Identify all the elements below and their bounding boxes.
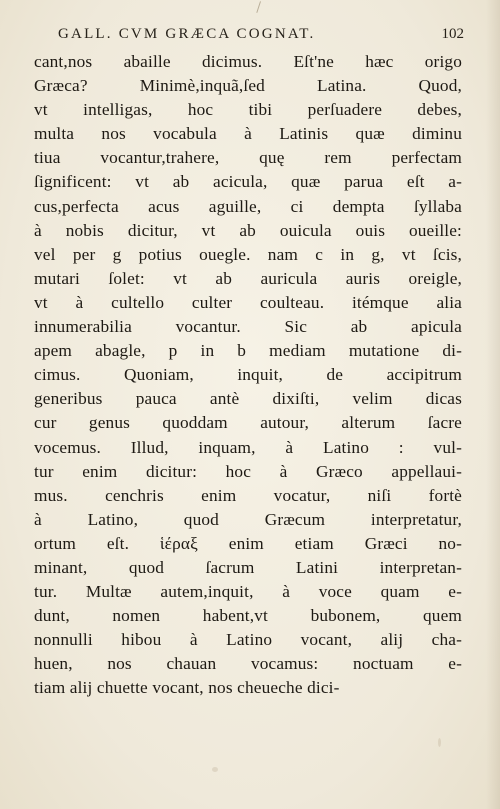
text-line: mutari ſolet: vt ab auricula auris oreigle, <box>34 268 462 288</box>
text-line: cant,nos abaille dicimus. Eſt'ne hæc origo <box>34 52 462 71</box>
text-line: minant, quod ſacrum Latini interpretan- <box>34 557 462 577</box>
text-line: vt à cultello culter coulteau. itémque alia <box>34 292 462 312</box>
top-margin-mark <box>256 1 266 15</box>
body-text <box>34 50 462 701</box>
text-line: apem abagle, p in b mediam mutatione di- <box>34 341 462 361</box>
text-line: ſignificent: vt ab acicula, quæ parua eſt a- <box>34 172 462 192</box>
text-line: mus. cenchris enim vocatur, niſi fortè <box>34 485 462 505</box>
text-line: à Latino, quod Græcum interpretatur, <box>34 509 462 529</box>
text-line: ortum eſt. ἱέραξ enim etiam Græci no- <box>34 533 462 553</box>
text-line: cur genus quoddam autour, alterum ſacre <box>34 413 462 433</box>
page-number: 102 <box>441 26 464 42</box>
running-title: GALL. CVM GRÆCA COGNAT. <box>58 26 316 42</box>
text-line: tur. Multæ autem,inquit, à voce quam e- <box>34 582 462 602</box>
text-line: nonnulli hibou à Latino vocant, alij cha- <box>34 630 462 650</box>
text-line: vocemus. Illud, inquam, à Latino : vul- <box>34 437 462 457</box>
page-edge-shadow <box>486 0 500 809</box>
text-line: tur enim dicitur: hoc à Græco appellaui- <box>34 461 462 481</box>
text-line: dunt, nomen habent,vt bubonem, quem <box>34 606 462 626</box>
text-line: tiam alij chuette vocant, nos cheueche dici- <box>34 678 340 698</box>
text-line: generibus pauca antè dixiſti, velim dicas <box>34 389 462 409</box>
text-line: cus,perfecta acus aguille, ci dempta ſyllaba <box>34 196 462 216</box>
text-line: huen, nos chauan vocamus: noctuam e- <box>34 654 462 674</box>
text-line: cimus. Quoniam, inquit, de accipitrum <box>34 365 462 385</box>
paper-stain <box>212 767 218 772</box>
text-line: innumerabilia vocantur. Sic ab apicula <box>34 317 462 337</box>
text-line: tiua vocantur,trahere, quę rem perfectam <box>34 148 462 168</box>
text-line: multa nos vocabula à Latinis quæ diminu <box>34 124 462 144</box>
paper-stain <box>438 738 441 747</box>
text-line: vel per g potius ouegle. nam c in g, vt ſcis, <box>34 244 462 264</box>
text-line: Græca? Minimè,inquã,ſed Latina. Quod, <box>34 76 462 96</box>
running-head <box>34 24 474 46</box>
text-line: à nobis dicitur, vt ab ouicula ouis oueille: <box>34 220 462 240</box>
text-line: vt intelligas, hoc tibi perſuadere debes, <box>34 100 462 120</box>
